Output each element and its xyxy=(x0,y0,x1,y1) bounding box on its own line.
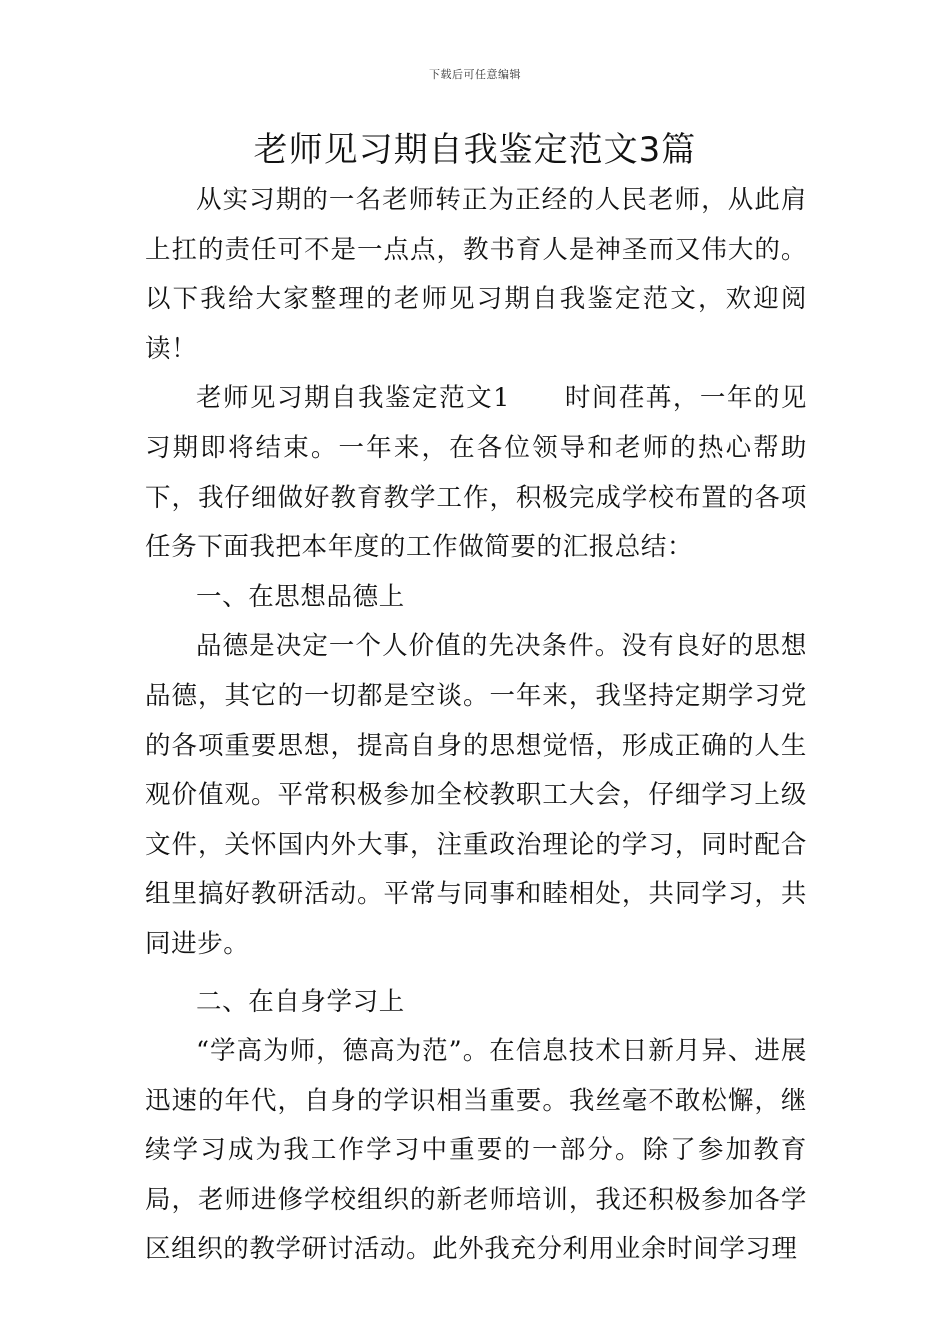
study-paragraph: “学高为师，德高为范”。在信息技术日新月异、进展迅速的年代，自身的学识相当重要。我丝毫不敢松懈，继续学习成为我工作学习中重要的一部分。除了参加教育局，老师进修学校组织的新老师培训，我还积极参加各学区组织的教学研讨活动。此外我充分利用业余时间学习理 xyxy=(145,1036,807,1265)
section-heading-ideology: 一、在思想品德上 xyxy=(196,581,405,612)
sample-one-paragraph: 老师见习期自我鉴定范文1 时间荏苒，一年的见习期即将结束。一年来，在各位领导和老师的热心帮助下，我仔细做好教育教学工作，积极完成学校布置的各项任务下面我把本年度的工作做简要的汇报总结： xyxy=(145,383,807,563)
header-note: 下载后可任意编辑 xyxy=(429,68,521,81)
intro-paragraph: 从实习期的一名老师转正为正经的人民老师，从此肩上扛的责任可不是一点点，教书育人是神圣而又伟大的。以下我给大家整理的老师见习期自我鉴定范文，欢迎阅读！ xyxy=(145,185,807,364)
document-title: 老师见习期自我鉴定范文3篇 xyxy=(253,130,697,170)
section-heading-study: 二、在自身学习上 xyxy=(196,986,405,1017)
ideology-paragraph: 品德是决定一个人价值的先决条件。没有良好的思想品德，其它的一切都是空谈。一年来，我坚持定期学习党的各项重要思想，提高自身的思想觉悟，形成正确的人生观价值观。平常积极参加全校教职工大会，仔细学习上级文件，关怀国内外大事，注重政治理论的学习，同时配合组里搞好教研活动。平常与同事和睦相处，共同学习，共同进步。 xyxy=(145,631,807,959)
paragraph-spacer xyxy=(145,970,807,978)
document-body xyxy=(145,176,807,1275)
